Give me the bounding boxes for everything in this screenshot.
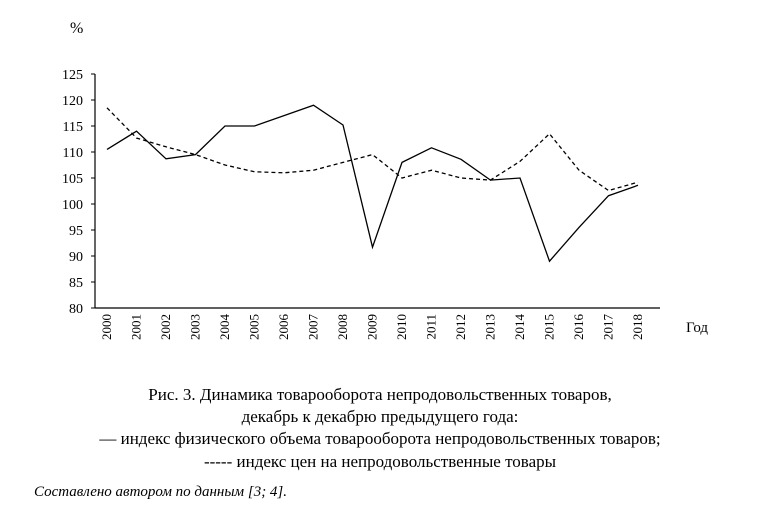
x-tick-label: 2007 [305, 314, 321, 340]
y-tick-label: 125 [62, 68, 83, 83]
x-tick-label: 2006 [276, 314, 291, 340]
x-tick-label: 2001 [128, 314, 144, 340]
x-tick-label: 2010 [394, 314, 409, 340]
x-tick-label: 2012 [453, 314, 468, 340]
x-axis-label: Год [686, 320, 709, 336]
caption-line-1: Рис. 3. Динамика товарооборота непродовольственных товаров, [148, 385, 612, 404]
x-tick-label: 2011 [423, 314, 439, 340]
caption-line-2: декабрь к декабрю предыдущего года: [241, 407, 519, 426]
x-tick-label: 2013 [482, 314, 498, 340]
source-note: Составлено автором по данным [3; 4]. [34, 484, 288, 500]
y-tick-label: 100 [62, 198, 83, 213]
caption-line-4: ----- индекс цен на непродовольственные товары [203, 452, 557, 471]
y-tick-label: 95 [69, 224, 83, 239]
x-tick-label: 2015 [541, 314, 557, 340]
x-tick-label: 2004 [217, 314, 232, 340]
x-tick-label: 2000 [99, 314, 114, 340]
x-tick-label: 2016 [571, 314, 586, 340]
x-tick-label: 2008 [335, 314, 350, 340]
y-tick-label: 80 [69, 302, 83, 317]
price-index-line [107, 108, 638, 191]
x-tick-label: 2002 [158, 314, 173, 340]
y-tick-label: 120 [62, 94, 83, 109]
x-tick-label: 2018 [630, 314, 645, 340]
volume-index-line [107, 105, 638, 261]
y-tick-label: 105 [62, 172, 83, 187]
y-axis-label: % [70, 20, 84, 37]
x-tick-label: 2003 [187, 314, 203, 340]
y-tick-label: 110 [62, 146, 83, 161]
x-tick-label: 2017 [600, 314, 616, 340]
y-tick-label: 90 [69, 250, 83, 265]
x-tick-label: 2009 [364, 314, 380, 340]
caption-line-3: — индекс физического объема товарооборота непродовольственных товаров; [99, 429, 661, 448]
x-tick-label: 2005 [246, 314, 262, 340]
y-tick-label: 85 [69, 276, 83, 291]
y-tick-label: 115 [62, 120, 83, 135]
x-tick-label: 2014 [512, 314, 527, 340]
